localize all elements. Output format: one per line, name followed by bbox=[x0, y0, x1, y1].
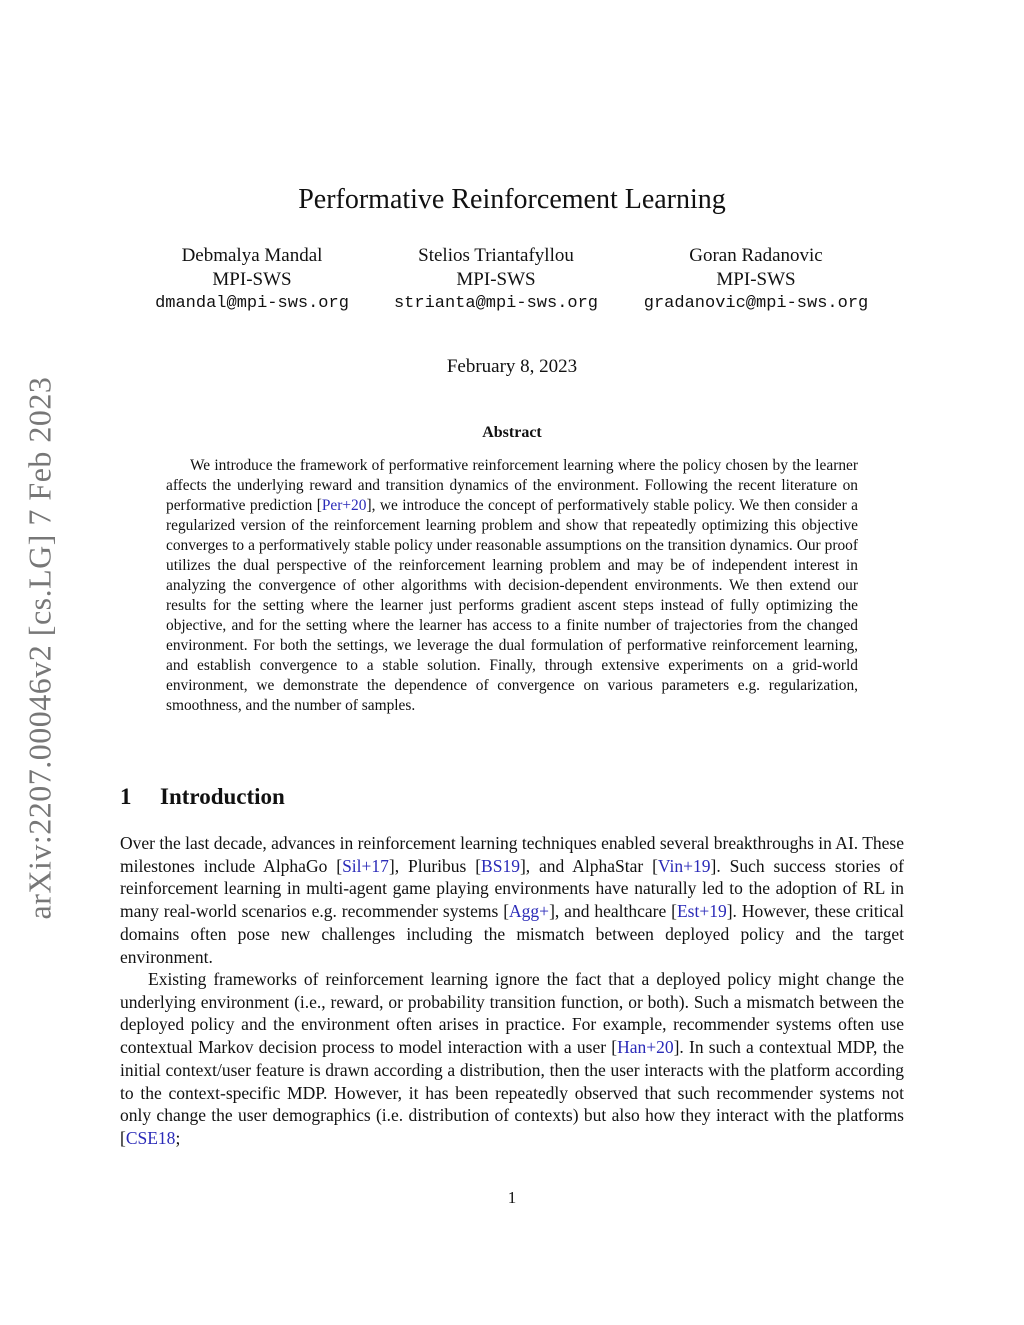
intro-paragraph-2: Existing frameworks of reinforcement learning ignore the fact that a deployed policy might change the underlying environment (i.e., reward, or probability transition function, or both). Such a mismatch between the deployed policy and the environment often arises in practice. For example, recommender systems often use contextual Markov decision process to model interaction with a user [Han+20]. In such a contextual MDP, the initial context/user feature is drawn according a distribution, then the user interacts with the platform according to the context-specific MDP. However, it has been repeatedly observed that such recommender systems not only change the user demographics (i.e. distribution of contexts) but also how they interact with the platforms [CSE18; bbox=[120, 969, 905, 1148]
citation-link[interactable]: CSE18 bbox=[125, 1127, 176, 1148]
author-affiliation: MPI-SWS bbox=[716, 269, 796, 290]
author-email: strianta@mpi-sws.org bbox=[393, 294, 599, 313]
citation-link[interactable]: Vin+19 bbox=[657, 855, 711, 876]
author-block bbox=[122, 244, 382, 316]
page-number: 1 bbox=[507, 1188, 517, 1207]
author-email: dmandal@mpi-sws.org bbox=[155, 294, 349, 313]
citation-link[interactable]: Sil+17 bbox=[342, 855, 389, 876]
author-name: Debmalya Mandal bbox=[181, 245, 323, 266]
author-block bbox=[366, 244, 626, 316]
author-email: gradanovic@mpi-sws.org bbox=[643, 294, 869, 313]
paper-title: Performative Reinforcement Learning bbox=[298, 184, 726, 215]
citation-link[interactable]: Han+20 bbox=[617, 1037, 674, 1058]
section-title: Introduction bbox=[160, 784, 285, 809]
abstract-body: We introduce the framework of performative reinforcement learning where the policy chosen by the learner affects the underlying reward and transition dynamics of the environment. Following the recent literature on performative prediction [Per+20], we introduce the concept of performatively stable policy. We then consider a regularized version of the reinforcement learning problem and show that repeatedly optimizing this objective converges to a performatively stable policy under reasonable assumptions on the transition dynamics. Our proof utilizes the dual perspective of the reinforcement learning problem and may be of independent interest in analyzing the convergence of other algorithms with decision-dependent environments. We then extend our results for the setting where the learner just performs gradient ascent steps instead of fully optimizing the objective, and for the setting where the learner has access to a finite number of trajectories from the changed environment. For both the settings, we leverage the dual formulation of performative reinforcement learning, and establish convergence to a stable solution. Finally, through extensive experiments on a grid-world environment, we demonstrate the dependence of convergence on various parameters e.g. regularization, smoothness, and the number of samples. bbox=[166, 457, 858, 714]
author-name: Stelios Triantafyllou bbox=[418, 245, 574, 266]
author-affiliation: MPI-SWS bbox=[212, 269, 292, 290]
section-number: 1 bbox=[120, 784, 132, 809]
publication-date: February 8, 2023 bbox=[446, 356, 578, 377]
citation-link[interactable]: Agg+ bbox=[509, 901, 550, 922]
citation-link[interactable]: Per+20 bbox=[321, 497, 367, 514]
citation-link[interactable]: BS19 bbox=[481, 855, 520, 876]
arxiv-identifier-stamp: arXiv:2207.00046v2 [cs.LG] 7 Feb 2023 bbox=[21, 376, 58, 920]
abstract-heading: Abstract bbox=[482, 424, 542, 441]
citation-link[interactable]: Est+19 bbox=[676, 901, 727, 922]
author-name: Goran Radanovic bbox=[689, 245, 823, 266]
author-affiliation: MPI-SWS bbox=[456, 269, 536, 290]
section-heading bbox=[120, 784, 285, 810]
intro-paragraph-1: Over the last decade, advances in reinforcement learning techniques enabled several breakthroughs in AI. These milestones include AlphaGo [Sil+17], Pluribus [BS19], and AlphaStar [Vin+19]. Such success stories of reinforcement learning in multi-agent game playing environments have naturally led to the adoption of RL in many real-world scenarios e.g. recommender systems [Agg+], and healthcare [Est+19]. However, these critical domains often pose new challenges including the mismatch between deployed policy and the target environment. bbox=[120, 833, 905, 967]
author-block bbox=[626, 244, 886, 316]
